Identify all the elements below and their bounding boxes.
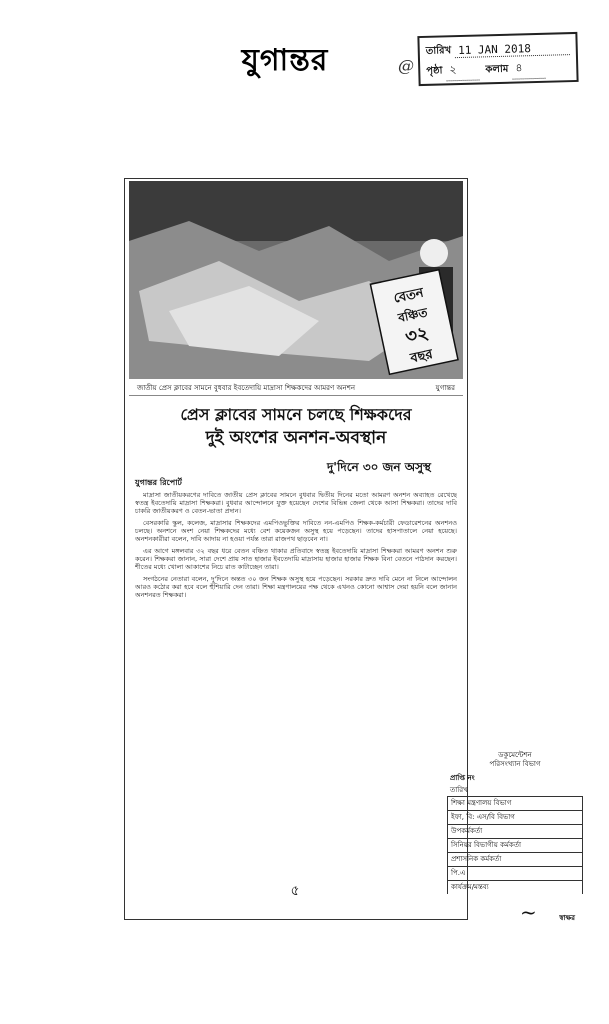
photo-caption-bar: [129, 382, 463, 396]
article-paragraph: সংগঠনের নেতারা বলেন, দু'দিনে অন্তত ৩০ জন শিক্ষক অসুস্থ হয়ে পড়েছেন। সরকার দ্রুত দাবি মেনে না নিলে আন্দোলন আরও কঠোর করা হবে বলে হুঁশিয়ারি দেন তারা। শিক্ষা মন্ত্রণালয়ের পক্ষ থেকে এখনও কোনো আশ্বাস দেয়া হয়নি বলে জানান অনশনরত শিক্ষকরা।: [135, 575, 457, 599]
placard-line-2: বঞ্চিত: [396, 305, 429, 326]
date-stamp: [417, 32, 578, 86]
slip-row-senior-officer: সিনিয়র বিভাগীয় কর্মকর্তা: [447, 838, 583, 852]
article-headline: [131, 404, 461, 450]
article-body: [135, 491, 457, 859]
photo-caption: জাতীয় প্রেস ক্লাবের সামনে বুধবার ইবতেদায়ি মাদ্রাসা শিক্ষকদের আমরণ অনশন: [137, 384, 356, 392]
photo-credit: যুগান্তর: [435, 384, 455, 392]
stamp-page-value: ২: [446, 60, 480, 81]
placard-line-3: ৩২: [403, 322, 431, 348]
article-paragraph: বেসরকারি স্কুল, কলেজ, মাদ্রাসার শিক্ষকদের এমপিওভুক্তির দাবিতে নন-এমপিও শিক্ষক-কর্মচারী ফেডারেশনের অনশনও চলছে। অনশনে অংশ নেয়া শিক্ষকদের মধ্যে বেশ কয়েকজন অসুস্থ হয়ে পড়েছেন। তাদের হাসপাতালে নেয়া হয়েছে। অনশনকারীরা বলেন, দাবি আদায় না হওয়া পর্যন্ত তারা রাজপথ ছাড়বেন না।: [135, 519, 457, 543]
article-subhead: দু'দিনে ৩০ জন অসুস্থ: [327, 460, 431, 474]
news-photo: [129, 181, 463, 379]
handwritten-initial-mark: @: [398, 56, 414, 75]
headline-line-1: প্রেস ক্লাবের সামনে চলছে শিক্ষকদের: [180, 405, 412, 424]
newspaper-masthead: যুগান্তর: [241, 43, 329, 78]
slip-row-admin-officer: প্রশাসনিক কর্মকর্তা: [447, 852, 583, 866]
slip-row-date: তারিখ: [450, 786, 468, 794]
stamp-date-value: 11 JAN 2018: [455, 41, 570, 58]
headline-line-2: দুই অংশের অনশন-অবস্থান: [205, 428, 387, 448]
newspaper-clipping: [124, 178, 468, 920]
slip-row-receipt: প্রাপ্তি নং: [450, 774, 475, 782]
slip-footer: স্বাক্ষর: [559, 914, 575, 922]
slip-header: [447, 748, 583, 772]
handwritten-signature-mark: ~: [520, 900, 537, 924]
stamp-date-label: তারিখ: [425, 44, 452, 57]
article-paragraph: মাদ্রাসা জাতীয়করণের দাবিতে জাতীয় প্রেস ক্লাবের সামনে বুধবার দ্বিতীয় দিনের মতো আমরণ অনশন অব্যাহত রেখেছে স্বতন্ত্র ইবতেদায়ি মাদ্রাসা শিক্ষকরা। বুধবার আন্দোলনে যুক্ত হয়েছেন দেশের বিভিন্ন জেলা থেকে আসা শিক্ষকরা। তাদের দাবি চাকরি জাতীয়করণ ও বেতন-ভাতা প্রদান।: [135, 491, 457, 515]
slip-header-line-2: পরিসংখ্যান বিভাগ: [489, 760, 541, 768]
slip-row-officer: উপকর্মকর্তা: [447, 824, 583, 838]
stamp-page-label: পৃষ্ঠা: [426, 64, 443, 77]
placard-line-4: বছর: [409, 347, 435, 367]
slip-row-action: কার্যক্রম/মন্তব্য: [447, 880, 583, 894]
placard-line-1: বেতন: [392, 285, 425, 307]
stamp-column-label: কলাম: [485, 63, 509, 75]
article-paragraph: এর আগে মঙ্গলবার ৩২ বছর ধরে বেতন বঞ্চিত থাকার প্রতিবাদে স্বতন্ত্র ইবতেদায়ি মাদ্রাসা শিক্ষকরা আমরণ অনশন শুরু করেন। শিক্ষকরা জানান, সারা দেশে প্রায় সাত হাজার ইবতেদায়ি মাদ্রাসায় হাজার হাজার শিক্ষক বিনা বেতনে পাঠদান করছেন। শীতের মধ্যে খোলা আকাশের নিচে রাত কাটাচ্ছেন তারা।: [135, 547, 457, 571]
slip-row-pa: পি.এ: [447, 866, 583, 880]
slip-row-division: ইফা, বি: এস/বি বিভাগ: [447, 810, 583, 824]
article-byline: যুগান্তর রিপোর্ট: [135, 478, 182, 487]
page-marker: ৫: [290, 883, 300, 899]
documentation-routing-slip: [447, 748, 583, 938]
slip-row-department: শিক্ষা মন্ত্রণালয় বিভাগ: [447, 796, 583, 810]
slip-header-line-1: ডকুমেন্টেশন: [498, 751, 532, 759]
stamp-column-value: ৪: [512, 59, 546, 80]
protest-photo-graphic: [129, 181, 463, 379]
